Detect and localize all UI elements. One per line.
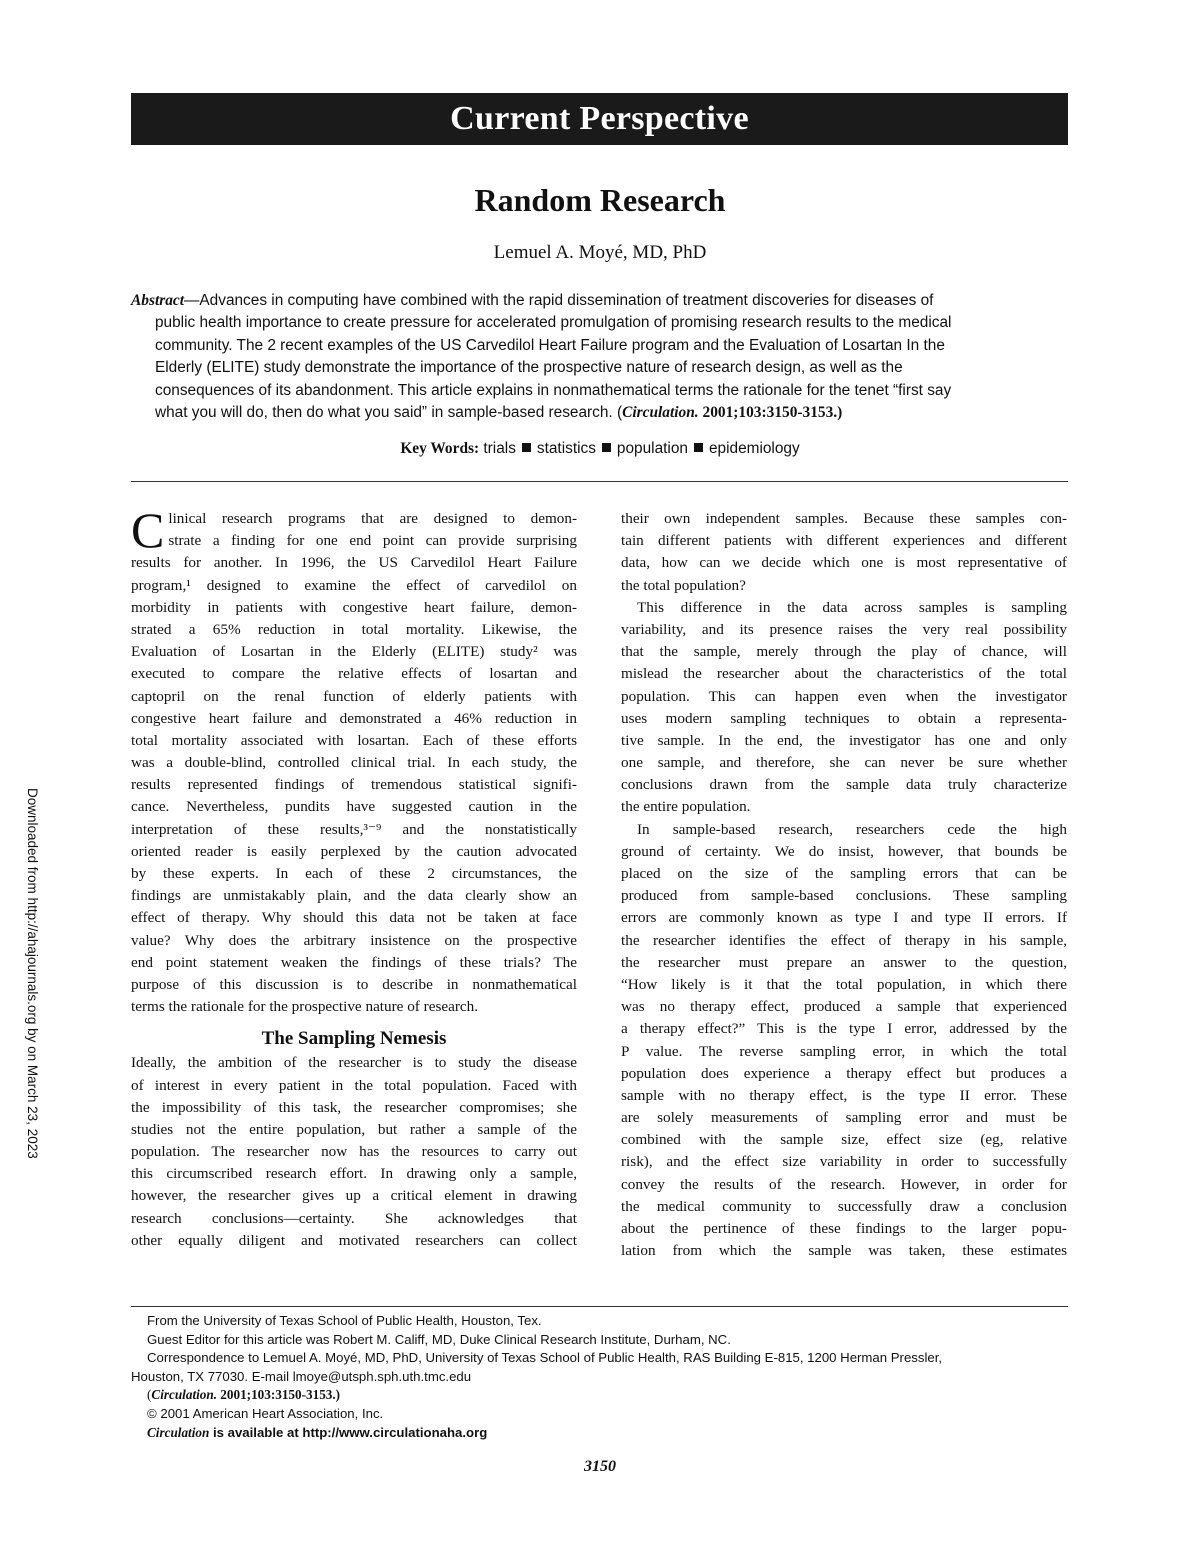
body-line: cance. Nevertheless, pundits have suggested caution in the [131, 798, 577, 816]
body-line: other equally diligent and motivated researchers can collect [131, 1231, 577, 1249]
body-line: are solely measurements of sampling error and must be [621, 1109, 1067, 1127]
body-line: studies not the entire population, but rather a sample of the [131, 1120, 577, 1138]
keyword: population [616, 440, 688, 457]
abstract-line: consequences of its abandonment. This article explains in nonmathematical terms the rationale for the tenet “first say [155, 381, 952, 399]
body-line: this circumscribed research effort. In drawing only a sample, [131, 1165, 577, 1183]
body-line: their own independent samples. Because these samples con- [621, 510, 1067, 527]
body-line: variability, and its presence raises the very real possibility [621, 620, 1067, 638]
right-column [621, 508, 1067, 1262]
body-line: oriented reader is easily perplexed by the caution advocated [131, 842, 577, 860]
abstract [131, 290, 1068, 424]
footnotes [131, 1312, 1068, 1424]
body-line: the researcher identifies the effect of therapy in his sample, [621, 931, 1067, 949]
affiliation-note: From the University of Texas School of Public Health, Houston, Tex. [147, 1313, 542, 1328]
citation-details: 2001;103:3150-3153.) [217, 1387, 341, 1403]
body-line: Ideally, the ambition of the researcher is to study the disease [131, 1054, 577, 1072]
citation-journal: Circulation. [622, 404, 699, 422]
body-line: errors are commonly known as type I and type II errors. If [621, 909, 1067, 927]
body-line: of interest in every patient in the total population. Faced with [131, 1076, 577, 1094]
download-watermark-text: Downloaded from http://ahajournals.org by on March 23, 2023 [25, 788, 40, 1159]
abstract-text: what you will do, then do what you said” in sample-based research. ( [155, 404, 623, 422]
body-line: value? Why does the arbitrary insistence on the prospective [131, 931, 577, 949]
body-line: strated a 65% reduction in total mortality. Likewise, the [131, 620, 577, 638]
body-line: convey the results of the research. However, in order for [621, 1175, 1067, 1193]
body-line: tain different patients with different experiences and different [621, 532, 1067, 550]
body-line: Evaluation of Losartan in the Elderly (ELITE) study² was [131, 643, 577, 661]
footnote-divider [131, 1306, 1068, 1307]
body-line: however, the researcher gives up a critical element in drawing [131, 1187, 577, 1205]
body-line: ground of certainty. We do insist, however, that bounds be [621, 842, 1067, 860]
body-line: In sample-based research, researchers cede the high [637, 820, 1067, 838]
abstract-line: Elderly (ELITE) study demonstrate the importance of the prospective nature of research design, as well as the [155, 359, 903, 377]
abstract-text: Advances in computing have combined with the rapid dissemination of treatment discoveries for diseases of [199, 292, 934, 309]
header-divider [131, 481, 1068, 482]
body-line: tive sample. In the end, the investigator has one and only [621, 731, 1067, 749]
section-banner: Current Perspective [131, 93, 1068, 145]
body-line: captopril on the renal function of elderly patients with [131, 687, 577, 705]
body-line: executed to compare the relative effects of losartan and [131, 665, 577, 683]
bullet-square-icon [602, 443, 611, 452]
abstract-line: community. The 2 recent examples of the US Carvedilol Heart Failure program and the Evaluation of Losartan In the [155, 336, 945, 354]
body-line: combined with the sample size, effect size (eg, relative [621, 1131, 1067, 1149]
availability-journal: Circulation [147, 1425, 210, 1440]
left-column [131, 502, 577, 1252]
correspondence-note-cont: Houston, TX 77030. E-mail lmoye@utsph.sph.uth.tmc.edu [131, 1368, 472, 1384]
body-line: lation from which the sample was taken, these estimates [621, 1242, 1067, 1260]
key-words-label: Key Words: [400, 440, 480, 457]
citation-journal: Circulation. [151, 1387, 217, 1403]
citation-open: ( [147, 1387, 152, 1403]
guest-editor-note: Guest Editor for this article was Robert M. Califf, MD, Duke Clinical Research Institute, Durham, NC. [147, 1331, 731, 1347]
bullet-square-icon [522, 443, 531, 452]
body-line: mislead the researcher about the characteristics of the total [621, 665, 1067, 683]
bullet-square-icon [694, 443, 703, 452]
availability-note [147, 1425, 487, 1441]
body-line: congestive heart failure and demonstrated a 46% reduction in [131, 709, 577, 727]
body-line: “How likely is it that the total population, in which there [621, 975, 1067, 993]
keyword: trials [483, 440, 516, 457]
body-line: results for another. In 1996, the US Carvedilol Heart Failure [131, 554, 577, 572]
keyword: epidemiology [708, 440, 800, 457]
body-line: about the pertinence of these findings to the larger popu- [621, 1220, 1067, 1237]
correspondence-note: Correspondence to Lemuel A. Moyé, MD, PhD, University of Texas School of Public Health, RAS Building E-815, 1200 Herman Pressler, [147, 1350, 943, 1366]
abstract-line [131, 290, 1068, 312]
body-line: interpretation of these results,³⁻⁹ and the nonstatistically [131, 820, 577, 838]
copyright-note: © 2001 American Heart Association, Inc. [147, 1405, 384, 1421]
body-line: placed on the size of the sampling errors that can be [621, 865, 1067, 882]
abstract-line [131, 402, 1068, 424]
body-line: morbidity in patients with congestive heart failure, demon- [131, 598, 577, 616]
body-line: linical research programs that are designed to demon- [168, 510, 577, 527]
body-line: purpose of this discussion is to describe in nonmathematical [131, 975, 577, 993]
body-line: effect of therapy. Why should this data not be taken at face [131, 909, 577, 927]
body-line: population. This can happen even when the investigator [621, 687, 1067, 705]
body-line: that the sample, merely through the play of chance, will [621, 643, 1067, 661]
body-line: by these experts. In each of these 2 circumstances, the [131, 865, 577, 882]
body-line: the entire population. [621, 798, 751, 816]
body-line: the impossibility of this task, the researcher compromises; she [131, 1098, 577, 1116]
body-line: findings are unmistakably plain, and the data clearly show an [131, 887, 577, 905]
body-line: This difference in the data across samples is sampling [637, 598, 1067, 616]
author-line: Lemuel A. Moyé, MD, PhD [493, 242, 707, 263]
body-line: population. The researcher now has the resources to carry out [131, 1143, 577, 1161]
body-line: terms the rationale for the prospective nature of research. [131, 998, 479, 1016]
body-line: population does experience a therapy effect but produces a [621, 1064, 1067, 1082]
abstract-line: public health importance to create pressure for accelerated promulgation of promising research results to the medical [155, 314, 952, 332]
citation-details: 2001;103:3150-3153.) [698, 404, 843, 422]
body-line: was no therapy effect, produced a sample that experienced [621, 998, 1067, 1016]
download-watermark [22, 788, 44, 1168]
body-line: the researcher must prepare an answer to the question, [621, 953, 1067, 971]
body-line: program,¹ designed to examine the effect of carvedilol on [131, 576, 577, 594]
body-line: strate a finding for one end point can provide surprising [168, 532, 577, 550]
body-line: was a double-blind, controlled clinical trial. In each study, the [131, 754, 577, 772]
body-line: a therapy effect?” This is the type I error, addressed by the [621, 1020, 1067, 1038]
drop-cap: C [131, 502, 165, 558]
body-line: P value. The reverse sampling error, in which the total [621, 1042, 1067, 1060]
body-line: total mortality associated with losartan. Each of these efforts [131, 731, 577, 749]
abstract-dash: — [184, 292, 200, 309]
body-line: sample with no therapy effect, is the type II error. These [621, 1086, 1067, 1104]
body-line: the medical community to successfully draw a conclusion [621, 1197, 1067, 1215]
body-line: uses modern sampling techniques to obtain a representa- [621, 709, 1067, 727]
availability-url: is available at http://www.circulationaha.org [209, 1425, 488, 1440]
body-line: one sample, and therefore, she can never be sure whether [621, 754, 1067, 772]
body-line: conclusions drawn from the sample data truly characterize [621, 776, 1067, 794]
keyword: statistics [536, 440, 596, 457]
body-line: results represented findings of tremendous statistical signifi- [131, 776, 577, 794]
body-line: risk), and the effect size variability in order to successfully [621, 1153, 1067, 1171]
abstract-citation [622, 404, 842, 421]
citation-note [131, 1386, 1068, 1405]
body-line: research conclusions—certainty. She acknowledges that [131, 1209, 577, 1227]
page-number: 3150 [584, 1458, 616, 1475]
body-line: end point statement weaken the findings of these trials? The [131, 953, 577, 971]
body-line: the total population? [621, 576, 746, 594]
key-words [0, 440, 1200, 458]
body-line: data, how can we decide which one is most representative of [621, 554, 1067, 572]
body-line: produced from sample-based conclusions. These sampling [621, 887, 1067, 905]
abstract-label: Abstract [131, 292, 185, 309]
section-heading: The Sampling Nemesis [261, 1028, 447, 1050]
article-title: Random Research [474, 182, 726, 218]
